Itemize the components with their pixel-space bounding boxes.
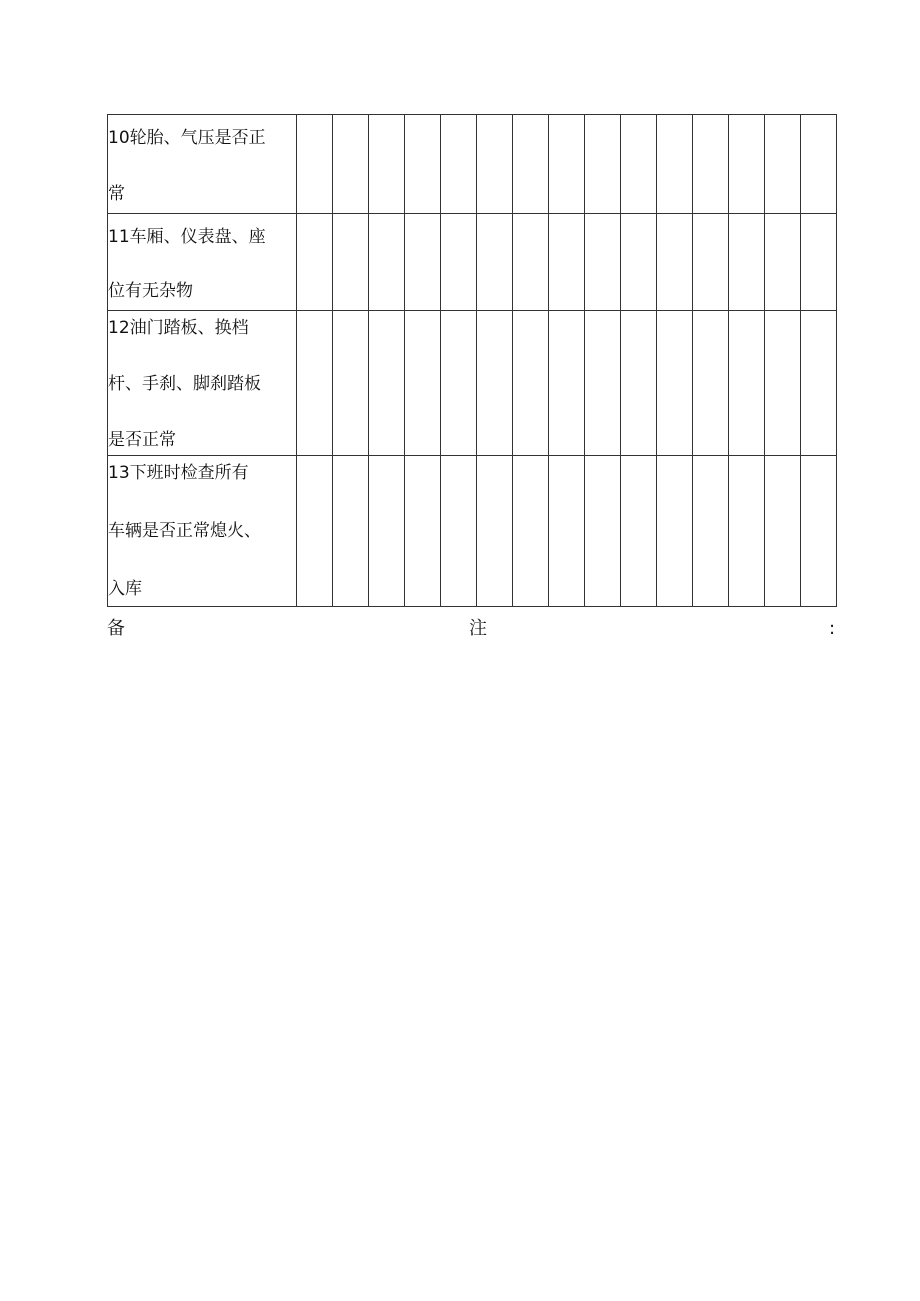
- check-cell[interactable]: [801, 214, 837, 311]
- check-cell[interactable]: [477, 115, 513, 214]
- remarks-line: [107, 614, 837, 644]
- item-description-cell: [108, 214, 297, 311]
- check-cell[interactable]: [441, 456, 477, 607]
- item-description-cell: [108, 456, 297, 607]
- item-description-line: 是否正常: [108, 430, 176, 450]
- table-row: [108, 311, 837, 456]
- check-cell[interactable]: [297, 456, 333, 607]
- check-cell[interactable]: [477, 456, 513, 607]
- item-description-line: 13下班时检查所有: [108, 463, 249, 483]
- check-cell[interactable]: [369, 311, 405, 456]
- check-cell[interactable]: [585, 115, 621, 214]
- check-cell[interactable]: [297, 311, 333, 456]
- check-cell[interactable]: [585, 311, 621, 456]
- check-cell[interactable]: [405, 115, 441, 214]
- check-cell[interactable]: [513, 214, 549, 311]
- check-cell[interactable]: [693, 214, 729, 311]
- inspection-table: [107, 114, 837, 607]
- check-cell[interactable]: [333, 311, 369, 456]
- check-cell[interactable]: [657, 311, 693, 456]
- check-cell[interactable]: [441, 311, 477, 456]
- check-cell[interactable]: [297, 214, 333, 311]
- item-description-line: 10轮胎、气压是否正: [108, 128, 266, 148]
- check-cell[interactable]: [657, 115, 693, 214]
- check-cell[interactable]: [405, 214, 441, 311]
- item-description-line: 常: [108, 184, 125, 204]
- check-cell[interactable]: [657, 214, 693, 311]
- check-cell[interactable]: [693, 456, 729, 607]
- check-cell[interactable]: [621, 214, 657, 311]
- check-cell[interactable]: [405, 311, 441, 456]
- check-cell[interactable]: [801, 115, 837, 214]
- table-row: [108, 115, 837, 214]
- check-cell[interactable]: [405, 456, 441, 607]
- check-cell[interactable]: [657, 456, 693, 607]
- check-cell[interactable]: [693, 311, 729, 456]
- item-description-cell: [108, 115, 297, 214]
- check-cell[interactable]: [801, 456, 837, 607]
- check-cell[interactable]: [333, 456, 369, 607]
- table-row: [108, 456, 837, 607]
- check-cell[interactable]: [729, 214, 765, 311]
- remarks-char-1: 备: [107, 618, 125, 639]
- check-cell[interactable]: [765, 214, 801, 311]
- item-description-line: 12油门踏板、换档: [108, 318, 249, 338]
- check-cell[interactable]: [549, 214, 585, 311]
- item-description-line: 杆、手刹、脚刹踏板: [108, 374, 261, 394]
- check-cell[interactable]: [549, 311, 585, 456]
- check-cell[interactable]: [441, 214, 477, 311]
- check-cell[interactable]: [765, 311, 801, 456]
- remarks-char-2: 注: [469, 618, 487, 639]
- check-cell[interactable]: [729, 311, 765, 456]
- check-cell[interactable]: [297, 115, 333, 214]
- check-cell[interactable]: [765, 456, 801, 607]
- table-row: [108, 214, 837, 311]
- check-cell[interactable]: [369, 214, 405, 311]
- check-cell[interactable]: [333, 214, 369, 311]
- check-cell[interactable]: [621, 311, 657, 456]
- check-cell[interactable]: [477, 311, 513, 456]
- check-cell[interactable]: [585, 214, 621, 311]
- check-cell[interactable]: [801, 311, 837, 456]
- check-cell[interactable]: [549, 456, 585, 607]
- item-description-cell: [108, 311, 297, 456]
- inspection-table-body: [108, 115, 837, 607]
- check-cell[interactable]: [693, 115, 729, 214]
- check-cell[interactable]: [513, 115, 549, 214]
- check-cell[interactable]: [585, 456, 621, 607]
- check-cell[interactable]: [369, 115, 405, 214]
- check-cell[interactable]: [369, 456, 405, 607]
- check-cell[interactable]: [549, 115, 585, 214]
- item-description-line: 11车厢、仪表盘、座: [108, 227, 266, 247]
- check-cell[interactable]: [477, 214, 513, 311]
- item-description-line: 入库: [108, 579, 142, 599]
- check-cell[interactable]: [621, 456, 657, 607]
- check-cell[interactable]: [513, 311, 549, 456]
- check-cell[interactable]: [765, 115, 801, 214]
- check-cell[interactable]: [441, 115, 477, 214]
- remarks-colon: :: [829, 618, 836, 639]
- item-description-line: 车辆是否正常熄火、: [108, 521, 261, 541]
- check-cell[interactable]: [621, 115, 657, 214]
- check-cell[interactable]: [729, 115, 765, 214]
- item-description-line: 位有无杂物: [108, 281, 193, 301]
- check-cell[interactable]: [333, 115, 369, 214]
- check-cell[interactable]: [513, 456, 549, 607]
- check-cell[interactable]: [729, 456, 765, 607]
